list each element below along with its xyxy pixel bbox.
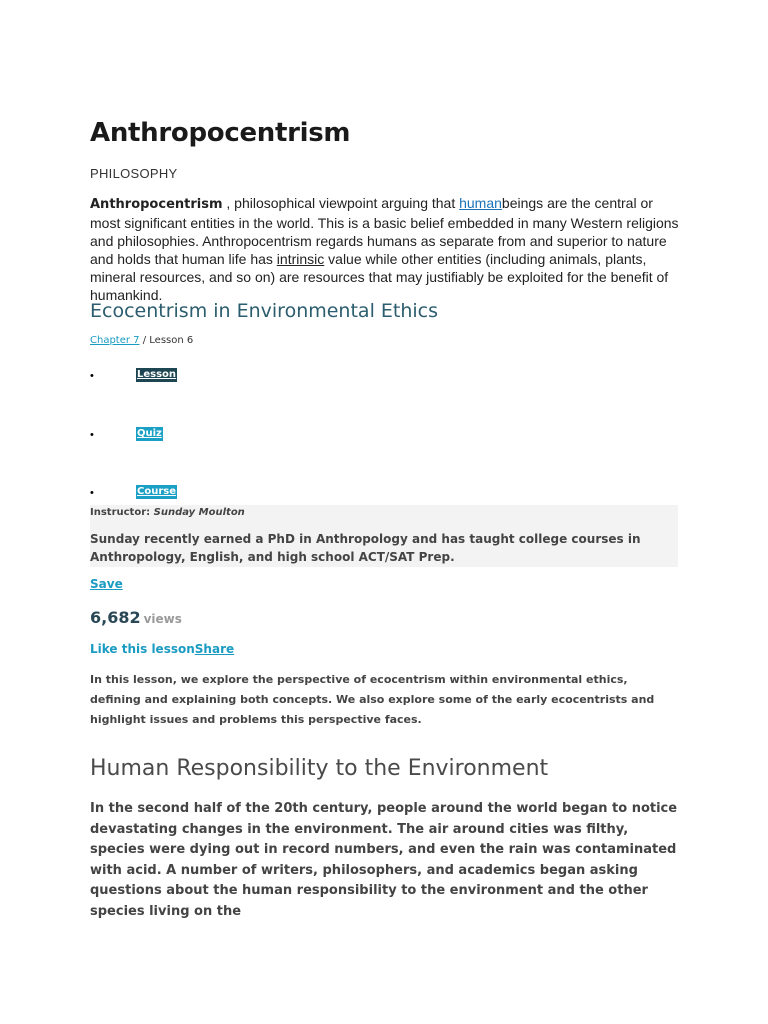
article-category: PHILOSOPHY <box>90 166 178 181</box>
breadcrumb-separator: / <box>139 335 150 346</box>
bullet-icon: • <box>90 429 94 441</box>
intrinsic-term: intrinsic <box>276 251 325 267</box>
article-title: Anthropocentrism <box>90 118 351 148</box>
like-lesson-button[interactable]: Like this lesson <box>90 642 195 656</box>
intro-text-3: value while other entities (including animals, plants, mineral resources, and so on) are resources that may justifiably be exploited for the benefit of humankind. <box>90 251 669 303</box>
tab-quiz <box>90 427 290 443</box>
tab-quiz-link[interactable]: Quiz <box>137 428 162 439</box>
save-button[interactable]: Save <box>90 577 123 591</box>
bullet-icon: • <box>90 370 94 382</box>
share-button[interactable]: Share <box>194 642 235 656</box>
view-count-number: 6,682 <box>90 608 141 627</box>
intro-term: Anthropocentrism <box>90 197 223 212</box>
section-body: In the second half of the 20th century, people around the world began to notice devastating changes in the environment. The air around cities was filthy, species were dying out in record numbers, and even the rain was contaminated with acid. A number of writers, philosophers, and academics began asking questions about the human responsibility to the environment and the other species living on the <box>90 801 678 919</box>
bullet-icon: • <box>90 487 94 499</box>
like-share-row <box>90 642 234 656</box>
intro-text-2: beings are the central or most significant entities in the world. This is a basic belief embedded in many Western religions and philosophies. Anthropocentrism regards humans as separate from and superior to nature and holds that human life has <box>90 195 679 267</box>
tab-lesson <box>90 368 290 384</box>
tab-course-link[interactable]: Course <box>137 486 176 497</box>
instructor-name: Sunday Moulton <box>153 507 245 518</box>
instructor-bio: Sunday recently earned a PhD in Anthropology and has taught college courses in Anthropology, English, and high school ACT/SAT Prep. <box>90 532 641 564</box>
view-count-label: views <box>143 612 182 626</box>
view-count <box>90 608 182 627</box>
breadcrumb-lesson: Lesson 6 <box>149 335 194 346</box>
tab-lesson-link[interactable]: Lesson <box>137 369 177 380</box>
breadcrumb-chapter-link[interactable]: Chapter 7 <box>90 335 140 346</box>
article-intro <box>90 194 680 304</box>
human-link[interactable]: human <box>459 195 502 211</box>
instructor-line <box>90 507 245 518</box>
tab-course <box>90 485 290 501</box>
instructor-label: Instructor: <box>90 507 154 518</box>
lesson-summary: In this lesson, we explore the perspective of ecocentrism within environmental ethics, defining and explaining both concepts. We also explore some of the early ecocentrists and highlight issues and problems this perspective faces. <box>90 673 655 726</box>
lesson-heading: Ecocentrism in Environmental Ethics <box>90 300 439 322</box>
breadcrumb <box>90 335 193 346</box>
section-heading: Human Responsibility to the Environment <box>90 756 549 781</box>
instructor-box <box>90 505 678 567</box>
intro-text-1: , philosophical viewpoint arguing that <box>222 195 460 211</box>
